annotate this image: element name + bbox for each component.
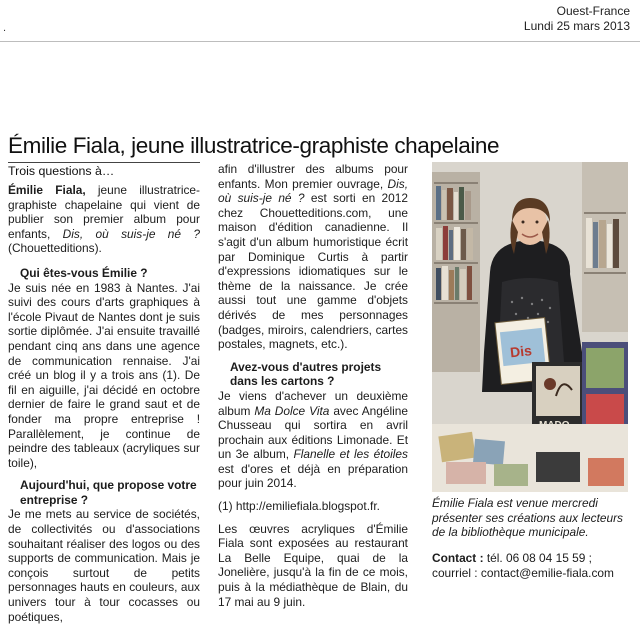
- album-title-2: Flanelle et les étoiles: [293, 447, 408, 462]
- painting: [532, 362, 584, 431]
- newspaper-name: Ouest-France: [556, 4, 630, 18]
- article-photo: [432, 162, 628, 492]
- publication-date: Lundi 25 mars 2013: [523, 19, 630, 33]
- intro-name: Émilie Fiala,: [8, 183, 86, 197]
- book-title: Dis, où suis-je né ?: [218, 176, 408, 206]
- album-title-1: Ma Dolce Vita: [254, 403, 330, 418]
- contact-details: tél. 06 08 04 15 59 ; courriel : contact@emilie-fiala.com: [432, 551, 614, 580]
- exhibition-note: Les œuvres acryliques d'Émilie Fiala sont exposées au restaurant La Belle Equipe, quai de la Jonelière, jusqu'à la fin de ce mois, puis à la médiathèque de Blain, du 17 mai au 9 juin.: [218, 521, 408, 609]
- intro-paragraph: Émilie Fiala, jeune illustratrice-graphiste chapelaine qui vient de publier son premier album pour enfants, Dis, où suis-je né ? (Chouetteditions).: [8, 183, 201, 256]
- section-title: Trois questions à…: [8, 164, 115, 178]
- answer-2: Je me mets au service de sociétés, de collectivités ou d'associations souhaitant réaliser des logos ou des supports de communication. Mais je conçois surtout de petits personnages hauts en couleurs, aux univers tour à tour cocasses ou poétiques,: [8, 507, 200, 624]
- masthead: [524, 4, 630, 34]
- intro-book-title: Dis, où suis-je né ?: [62, 226, 200, 241]
- book-cover-title: Dis: [509, 342, 533, 361]
- article-headline: Émilie Fiala, jeune illustratrice-graphiste chapelaine: [8, 133, 500, 159]
- photo-caption: Émilie Fiala est venue mercredi présenter ses créations aux lecteurs de la bibliothèque municipale.: [432, 496, 624, 540]
- article-column-1: [8, 162, 200, 624]
- page-marker: .: [3, 22, 7, 34]
- footnote: (1) http://emiliefiala.blogspot.fr.: [218, 499, 380, 514]
- photo-illustration: [432, 162, 628, 492]
- contact-label: Contact :: [432, 551, 484, 565]
- question-3: Avez-vous d'autres projets dans les cartons ?: [230, 359, 382, 389]
- answer-3: Je viens d'achever un deuxième album Ma Dolce Vita avec Angéline Chusseau qui sortira en avril prochain aux éditions Limonade. Et un 3e album, Flanelle et les étoiles est d'ores et déjà en préparation pour juin 2014.: [218, 388, 408, 491]
- contact-info: [432, 551, 630, 581]
- top-rule: [0, 41, 640, 42]
- answer-1: Je suis née en 1983 à Nantes. J'ai suivi des cours d'arts graphiques à l'école Pivaut de Nantes dont je suis sortie diplômée. J'ai ensuite travaillé pendant cinq ans dans une agence de communication rennaise. J'ai créé un blog il y a trois ans (1). De fil en aiguille, j'ai décidé en octobre dernier de faire le grand saut et de fonder ma propre entreprise ! Parallèlement, je continue de peindre des tableaux (acryliques sur toile),: [8, 280, 200, 470]
- question-2: Aujourd'hui, que propose votre entreprise ?: [20, 478, 197, 507]
- article-column-2: [218, 162, 408, 609]
- answer-2-continued: afin d'illustrer des albums pour enfants. Mon premier ouvrage, Dis, où suis-je né ? est sorti en 2012 chez Chouetteditions.com, une maison d'édition canadienne. Il s'agit d'un album humoristique écrit par Dominique Curtis à partir d'expressions idiomatiques sur le thème de la naissance. Je crée aussi tout une gamme d'objets dérivés de mes personnages (badges, miroirs, calendriers, cartes postales, magnets, etc.).: [218, 162, 408, 352]
- question-1: Qui êtes-vous Émilie ?: [20, 265, 148, 280]
